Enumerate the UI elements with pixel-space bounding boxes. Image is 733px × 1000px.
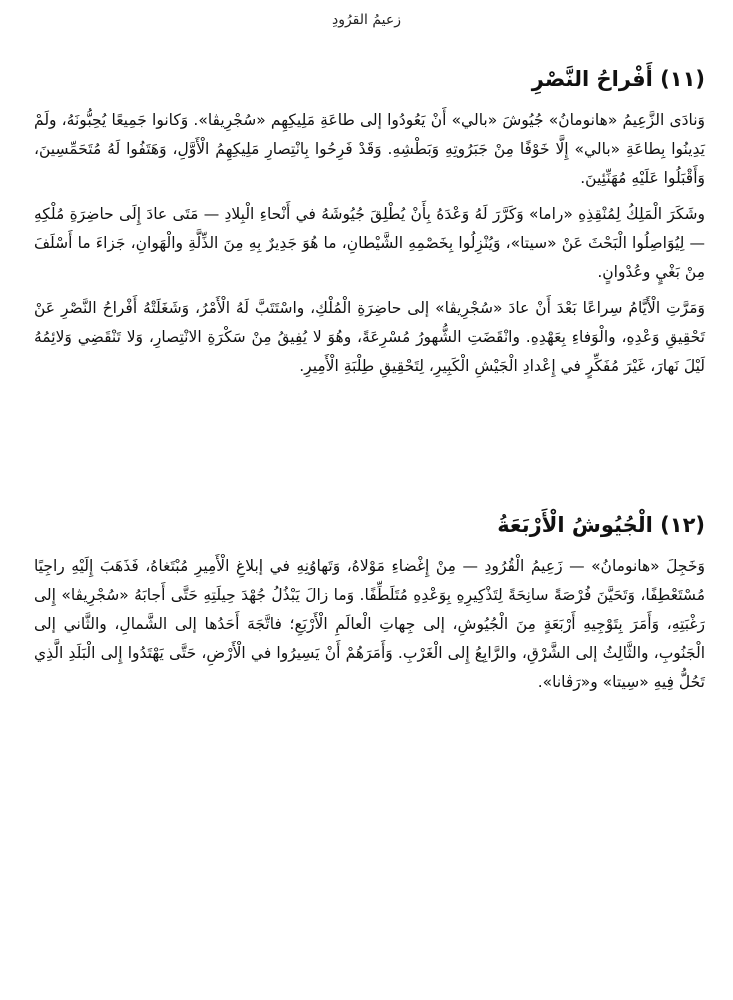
paragraph: وَمَرَّتِ الْأَيَّامُ سِراعًا بَعْدَ أَنْ عادَ «سُجْرِيڤا» إلى حاضِرَةِ الْمُلْكِ، واسْتَتَبَّ لَهُ الْأَمْرُ، وَشَغَلَتْهُ أَفْراحُ النَّصْرِ عَنْ تَحْقِيقِ وَعْدِهِ، والْوَفاءِ بِعَهْدِهِ. وانْقَضَتِ الشُّهورُ مُسْرِعَةً، وهُوَ لا يُفِيقُ مِنْ سَكْرَةِ الانْتِصارِ، وَلا تَنْقَضِي وَلائِمُهُ لَيْلَ نَهارَ، غَيْرَ مُفَكِّرٍ في إِعْدادِ الْجَيْشِ الْكَبِيرِ، لِتَحْقِيقِ طِلْبَةِ الْأَمِيرِ. (34, 299, 705, 375)
chapter-title-12: (١٢) الْجُيُوشُ الْأَرْبَعَةُ (497, 513, 705, 537)
chapter-title-11: (١١) أَفْراحُ النَّصْرِ (531, 67, 705, 91)
paragraph: وشَكَرَ الْمَلِكُ لِمُنْقِذِهِ «راما» وَكَرَّرَ لَهُ وَعْدَهُ بِأَنْ يُطْلِقَ جُيُوشَهُ في أَنْحاءِ الْبِلادِ — مَتَى عادَ إِلَى حاضِرَةِ مُلْكِهِ — لِيُوَاصِلُوا الْبَحْثَ عَنْ «سيتا»، وَيُنْزِلُوا بِخَصْمِهِ الشَّيْطانِ، ما هُوَ جَدِيرٌ بِهِ مِنَ الذِّلَّةِ والْهَوانِ، جَزاءَ ما أَسْلَفَ مِنْ بَغْيٍ وعُدْوانٍ. (34, 205, 705, 281)
paragraph: وَنادَى الزَّعِيمُ «هانومانُ» جُيُوشَ «بالي» أَنْ يَعُودُوا إلى طاعَةِ مَلِيكِهِم «سُجْرِيڤا». وَكانوا جَمِيعًا يُحِبُّونَهُ، ولَمْ يَدِينُوا بِطاعَةِ «بالي» إِلَّا خَوْفًا مِنْ جَبَرُوتِهِ وَبَطْشِهِ. وَقَدْ فَرِحُوا بِانْتِصارِ مَلِيكِهِمُ الْأَوَّلِ، وَهَتَفُوا لَهُ مُتَحَمِّسِينَ، وَأَقْبَلُوا عَلَيْهِ مُهَنِّئِينَ. (34, 111, 705, 187)
paragraph: وَخَجِلَ «هانومانُ» — زَعِيمُ الْقُرُودِ — مِنْ إِغْضاءِ مَوْلاهُ، وَتَهاوُنِهِ في إبلاغِ الْأَمِيرِ مُبْتَغاهُ، فَذَهَبَ إِلَيْهِ راجِيًا مُسْتَعْطِفًا، وَتَحَيَّنَ فُرْصَةً سانِحَةً لِتَذْكِيرِهِ بِوَعْدِهِ مُتَلَطِّفًا. وَما زالَ يَبْذُلُ جُهْدَ حِيلَتِهِ حَتَّى أَجابَهُ «سُجْرِيڤا» إِلى رَغْبَتِهِ، وَأَمَرَ بِتَوْجِيهِ أَرْبَعَةٍ مِنَ الْجُيُوشِ، إلى جِهاتِ الْعالَمِ الْأَرْبَعِ؛ فاتَّجَهَ أَحَدُها إلى الشَّمالِ، والثَّاني إلى الْجَنُوبِ، والثَّالِثُ إلى الشَّرْقِ، والرَّابِعُ إِلى الْغَرْبِ. وَأَمَرَهُمْ أَنْ يَسِيرُوا في الْأَرْضِ، حَتَّى يَهْتَدُوا إِلى الْبَلَدِ الَّذِي تَحُلُّ فِيهِ «سِيتا» و«رَڤانا». (34, 557, 705, 691)
chapter-section-12 (34, 508, 705, 704)
chapter-section-11 (34, 62, 705, 388)
running-header: زعيمُ القرُودِ (331, 12, 402, 28)
